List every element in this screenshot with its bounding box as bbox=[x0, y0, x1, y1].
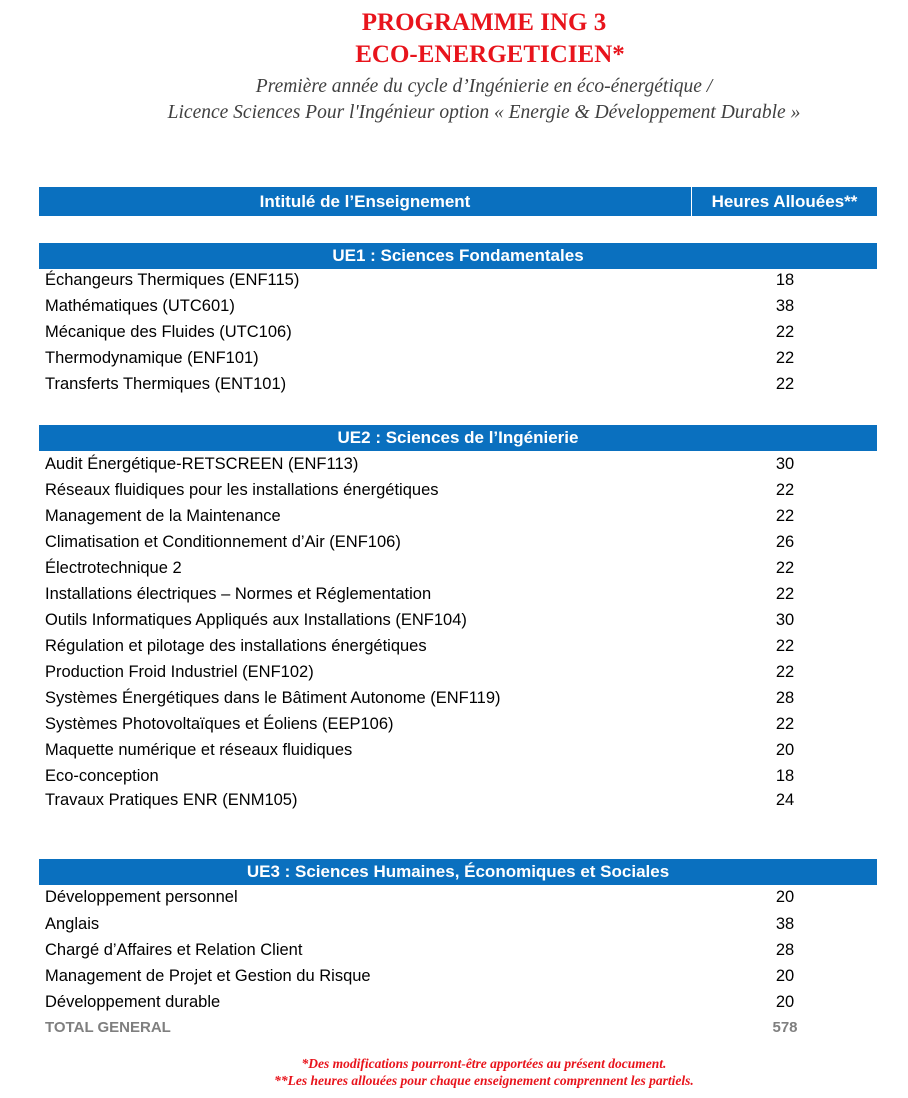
footnote-modifications: *Des modifications pourront-être apportées au présent document. bbox=[301, 1056, 667, 1071]
total-label: TOTAL GENERAL bbox=[45, 1019, 171, 1036]
course-hours: 28 bbox=[775, 689, 795, 707]
table-row bbox=[45, 937, 850, 963]
course-hours: 22 bbox=[775, 481, 795, 499]
course-name: Audit Énergétique-RETSCREEN (ENF113) bbox=[45, 455, 359, 473]
course-name: Eco-conception bbox=[45, 767, 159, 785]
course-name: Production Froid Industriel (ENF102) bbox=[45, 663, 314, 681]
course-name: Installations électriques – Normes et Réglementation bbox=[45, 585, 432, 603]
page-subtitle-secondary: Licence Sciences Pour l'Ingénieur option « Energie & Développement Durable » bbox=[167, 102, 801, 123]
total-row bbox=[45, 1015, 850, 1041]
table-row bbox=[45, 267, 850, 293]
course-name: Développement durable bbox=[45, 993, 221, 1011]
table-row bbox=[45, 685, 850, 711]
table-row bbox=[45, 319, 850, 345]
section-header-ue2: UE2 : Sciences de l’Ingénierie bbox=[39, 425, 877, 451]
page-title: PROGRAMME ING 3 bbox=[361, 9, 607, 36]
course-hours: 20 bbox=[775, 967, 795, 985]
table-header bbox=[39, 187, 877, 216]
table-row bbox=[45, 581, 850, 607]
table-row bbox=[45, 884, 850, 910]
course-hours: 22 bbox=[775, 323, 795, 341]
course-name: Réseaux fluidiques pour les installations énergétiques bbox=[45, 481, 439, 499]
table-row bbox=[45, 503, 850, 529]
table-row bbox=[45, 963, 850, 989]
table-row bbox=[45, 477, 850, 503]
column-header-course: Intitulé de l’Enseignement bbox=[39, 187, 692, 216]
course-hours: 26 bbox=[775, 533, 795, 551]
course-name: Systèmes Photovoltaïques et Éoliens (EEP106) bbox=[45, 715, 394, 733]
course-hours: 18 bbox=[775, 767, 795, 785]
table-row bbox=[45, 737, 850, 763]
table-row bbox=[45, 787, 850, 813]
course-hours: 18 bbox=[775, 271, 795, 289]
course-hours: 38 bbox=[775, 915, 795, 933]
course-name: Management de la Maintenance bbox=[45, 507, 281, 525]
table-row bbox=[45, 371, 850, 397]
course-name: Thermodynamique (ENF101) bbox=[45, 349, 259, 367]
course-name: Régulation et pilotage des installations énergétiques bbox=[45, 637, 427, 655]
course-name: Transferts Thermiques (ENT101) bbox=[45, 375, 287, 393]
section-header-ue1: UE1 : Sciences Fondamentales bbox=[39, 243, 877, 269]
course-name: Systèmes Énergétiques dans le Bâtiment Autonome (ENF119) bbox=[45, 689, 501, 707]
total-hours: 578 bbox=[772, 1019, 798, 1036]
course-name: Mécanique des Fluides (UTC106) bbox=[45, 323, 292, 341]
course-hours: 20 bbox=[775, 993, 795, 1011]
section-header-ue3: UE3 : Sciences Humaines, Économiques et Sociales bbox=[39, 859, 877, 885]
table-row bbox=[45, 763, 850, 789]
course-name: Anglais bbox=[45, 915, 100, 933]
course-name: Outils Informatiques Appliqués aux Installations (ENF104) bbox=[45, 611, 467, 629]
page-subtitle: Première année du cycle d’Ingénierie en éco-énergétique / bbox=[255, 76, 713, 97]
table-row bbox=[45, 633, 850, 659]
table-row bbox=[45, 607, 850, 633]
table-row bbox=[45, 529, 850, 555]
course-hours: 22 bbox=[775, 507, 795, 525]
course-name: Management de Projet et Gestion du Risque bbox=[45, 967, 371, 985]
course-hours: 22 bbox=[775, 585, 795, 603]
page-title-secondary: ECO-ENERGETICIEN* bbox=[355, 41, 625, 68]
course-name: Climatisation et Conditionnement d’Air (ENF106) bbox=[45, 533, 401, 551]
course-name: Électrotechnique 2 bbox=[45, 559, 182, 577]
course-name: Chargé d’Affaires et Relation Client bbox=[45, 941, 303, 959]
course-hours: 30 bbox=[775, 611, 795, 629]
column-header-hours: Heures Allouées** bbox=[711, 192, 858, 211]
table-row bbox=[45, 711, 850, 737]
course-name: Mathématiques (UTC601) bbox=[45, 297, 235, 315]
course-hours: 22 bbox=[775, 349, 795, 367]
table-row bbox=[45, 911, 850, 937]
course-name: Travaux Pratiques ENR (ENM105) bbox=[45, 791, 298, 809]
course-hours: 24 bbox=[775, 791, 795, 809]
course-name: Développement personnel bbox=[45, 888, 238, 906]
course-hours: 28 bbox=[775, 941, 795, 959]
course-hours: 22 bbox=[775, 637, 795, 655]
course-hours: 20 bbox=[775, 888, 795, 906]
course-hours: 22 bbox=[775, 375, 795, 393]
course-name: Échangeurs Thermiques (ENF115) bbox=[45, 271, 300, 289]
table-row bbox=[45, 451, 850, 477]
table-row bbox=[45, 989, 850, 1015]
course-hours: 38 bbox=[775, 297, 795, 315]
table-row bbox=[45, 345, 850, 371]
course-hours: 22 bbox=[775, 559, 795, 577]
course-name: Maquette numérique et réseaux fluidiques bbox=[45, 741, 353, 759]
table-row bbox=[45, 659, 850, 685]
course-hours: 30 bbox=[775, 455, 795, 473]
table-row bbox=[45, 555, 850, 581]
table-row bbox=[45, 293, 850, 319]
course-hours: 20 bbox=[775, 741, 795, 759]
course-hours: 22 bbox=[775, 715, 795, 733]
course-hours: 22 bbox=[775, 663, 795, 681]
footnote-hours: **Les heures allouées pour chaque enseignement comprennent les partiels. bbox=[274, 1073, 694, 1088]
